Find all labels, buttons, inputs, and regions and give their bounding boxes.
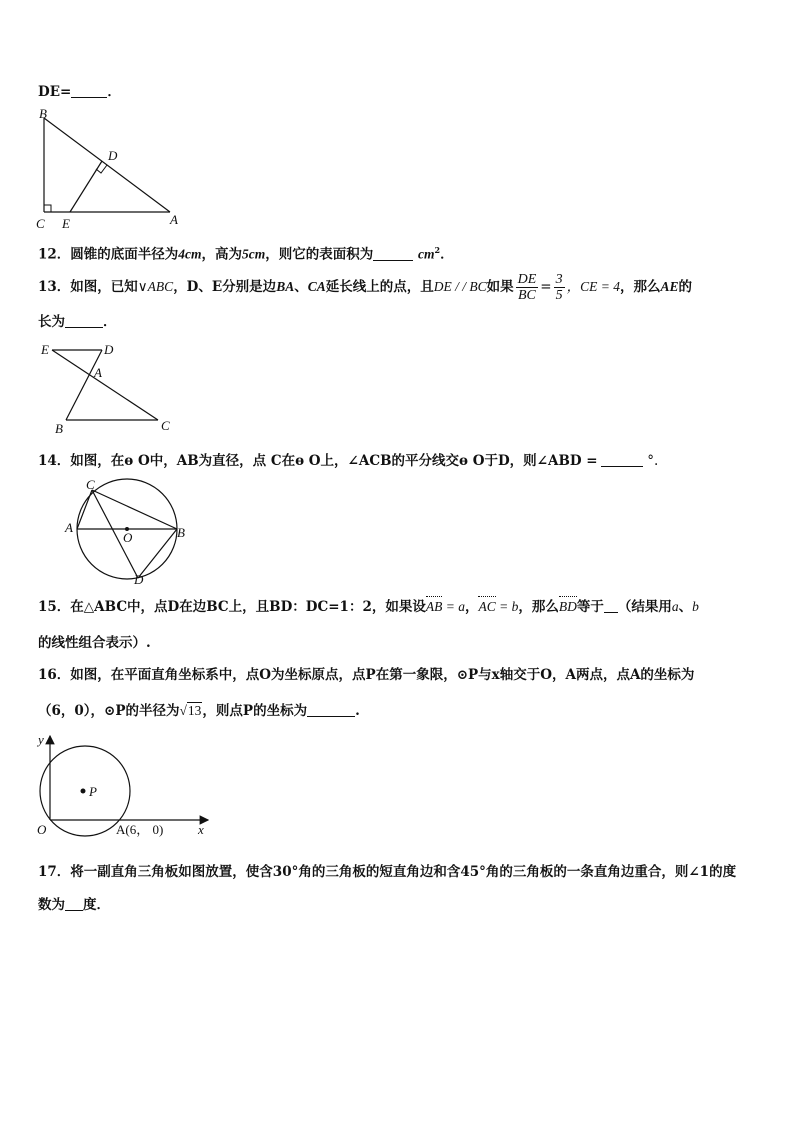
q13-label-e: E — [41, 342, 49, 357]
q16-answer-blank[interactable] — [307, 702, 355, 717]
q13-text-f: 的 — [678, 279, 692, 295]
q11-label-b: B — [39, 106, 47, 121]
q14-label-a: A — [65, 520, 73, 535]
q11-triangle-figure — [30, 104, 190, 234]
q11-right-angle-c — [44, 205, 51, 212]
q15-line2: 的线性组合表示）. — [38, 635, 151, 651]
q11-segment-de — [70, 161, 102, 212]
q12-unit: cm — [418, 246, 435, 262]
q14-answer-blank[interactable] — [601, 452, 643, 467]
q17-question — [38, 862, 758, 882]
q14-label-c: C — [86, 477, 95, 492]
q15-question-line2 — [38, 633, 758, 653]
q11-label-a: A — [170, 212, 178, 227]
q13-ca: CA — [307, 279, 326, 294]
q15-sep: 、 — [678, 599, 693, 615]
q13-ba: BA — [276, 279, 295, 294]
q16-question — [38, 665, 758, 685]
q13-label-b: B — [55, 421, 63, 436]
q14-label-b: B — [177, 525, 185, 540]
q12-number: 12． — [38, 246, 71, 263]
q15-vector-ac: AC — [478, 597, 495, 617]
q13-segment-ec — [52, 350, 158, 420]
q15-number: 15． — [38, 599, 71, 615]
q16-point-p — [81, 789, 86, 794]
q15-vector-bd: BD — [559, 597, 577, 617]
q11-label-d: D — [108, 148, 118, 163]
q13-label-c: C — [161, 418, 170, 433]
q15-eq-b: = b — [495, 599, 519, 614]
q13-line2-b: ． — [103, 314, 117, 330]
q16-label-a: A(6， 0) — [116, 822, 164, 837]
q13-number: 13． — [38, 279, 71, 295]
q13-frac1-den: BC — [517, 288, 536, 303]
q12-text-b: ，高为 — [201, 246, 243, 263]
q16-label-x: x — [198, 822, 204, 837]
q15-a: a — [671, 599, 679, 614]
q13-frac2-num: 3 — [555, 272, 563, 287]
q11-answer-blank[interactable] — [71, 83, 107, 98]
q13-text-a: 如图，已知 — [70, 279, 138, 295]
q13-answer-blank[interactable] — [65, 313, 103, 328]
q12-radius: 4cm — [178, 246, 202, 262]
q16-line2-c: . — [355, 703, 360, 719]
q16-number: 16． — [38, 667, 71, 683]
q13-text-b: ，D、E分别是边 — [173, 279, 277, 295]
q13-question — [38, 272, 758, 303]
q12-height: 5cm — [242, 246, 266, 262]
q16-question-line2 — [38, 701, 758, 721]
q12-text-c: ，则它的表面积为 — [265, 246, 374, 263]
q13-fraction-de-bc — [516, 272, 539, 303]
q16-label-p: P — [89, 784, 97, 799]
q16-line2-a: （6，0），⊙P的半径为 — [38, 703, 180, 719]
q11-answer-line — [38, 82, 758, 102]
q13-label-a: A — [94, 365, 102, 380]
q17-answer-blank[interactable] — [65, 896, 83, 911]
q14-question — [38, 451, 758, 471]
q14-end: °. — [647, 453, 659, 469]
q11-label-c: C — [36, 216, 45, 231]
q11-suffix: ． — [107, 84, 121, 100]
q13-ce: ，CE = 4 — [566, 279, 620, 294]
q15-text-b: ，那么 — [518, 599, 559, 615]
q13-sep: 、 — [294, 279, 308, 295]
q16-radicand: 13 — [187, 703, 202, 718]
q12-end: ． — [440, 246, 454, 263]
q13-triangle: ∨ABC — [137, 279, 174, 294]
q13-ae: AE — [660, 279, 679, 294]
q16-line2-b: ，则点P的坐标为 — [202, 703, 308, 719]
q13-fraction-3-5 — [554, 272, 565, 303]
q12-text-a: 圆锥的底面半径为 — [70, 246, 179, 263]
q14-number: 14． — [38, 453, 71, 469]
q13-parallel: DE / / BC — [433, 279, 487, 294]
q17-line2-a: 数为 — [38, 897, 65, 913]
q12-answer-blank[interactable] — [373, 246, 413, 261]
q15-b: b — [692, 599, 699, 614]
q15-answer-blank[interactable] — [604, 598, 618, 613]
q13-label-d: D — [104, 342, 114, 357]
q15-comma: ， — [464, 599, 479, 615]
q12-question — [38, 240, 758, 265]
q13-text-d: 如果 — [486, 279, 514, 295]
q15-text-a: 在△ABC中，点D在边BC上，且BD：DC=1：2，如果设 — [70, 599, 426, 615]
q15-text-c: 等于 — [576, 599, 604, 615]
q16-label-o: O — [37, 822, 47, 837]
q13-question-line2 — [38, 312, 758, 332]
q12-unit-exponent: 2 — [434, 245, 441, 255]
q16-text-a: 如图，在平面直角坐标系中，点O为坐标原点，点P在第一象限，⊙P与x轴交于O，A两点，点A的坐标为 — [70, 667, 695, 683]
q17-question-line2 — [38, 895, 758, 915]
q16-sqrt: √13 — [179, 703, 202, 718]
q14-label-d: D — [134, 572, 144, 587]
q13-text-c: 延长线上的点，且 — [325, 279, 434, 295]
q13-frac1-num: DE — [517, 272, 537, 287]
q13-text-e: ，那么 — [619, 279, 661, 295]
q15-eq-a: = a — [442, 599, 465, 614]
q17-number: 17． — [38, 864, 71, 880]
q17-text: 将一副直角三角板如图放置，使含30°角的三角板的短直角边和含45°角的三角板的一条直角边重合，则∠1的度 — [70, 864, 737, 880]
q16-coordinate-figure — [30, 732, 220, 842]
q13-segment-db — [66, 350, 102, 420]
q17-line2-b: 度． — [83, 897, 110, 913]
q13-equals: = — [540, 279, 552, 295]
q11-label-e: E — [62, 216, 70, 231]
q16-label-y: y — [38, 732, 44, 747]
q15-vector-ab: AB — [426, 597, 443, 617]
q14-text: 如图，在ɵ O中，AB为直径，点 C在ɵ O上，∠ACB的平分线交ɵ O于D，则∠ABD = — [70, 453, 598, 469]
q11-prefix: DE= — [38, 84, 72, 100]
q13-frac2-den: 5 — [555, 288, 563, 303]
q15-text-d: （结果用 — [617, 599, 672, 615]
q14-label-o: O — [123, 530, 133, 545]
q15-question — [38, 597, 758, 617]
q14-circle-figure — [62, 476, 202, 586]
q13-figure — [38, 338, 188, 438]
q14-chord-ac — [77, 490, 92, 529]
q13-line2-a: 长为 — [38, 314, 65, 330]
